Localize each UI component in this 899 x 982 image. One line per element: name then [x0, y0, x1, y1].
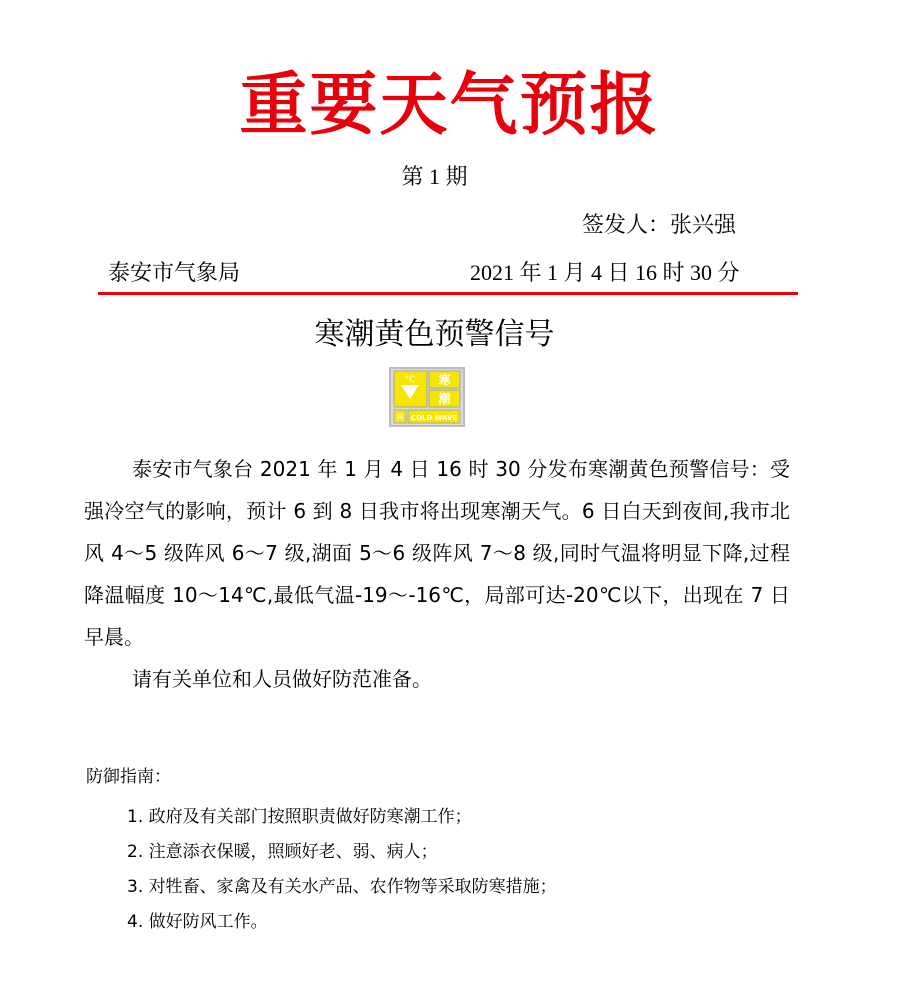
defense-guide-heading: 防御指南： — [86, 767, 171, 787]
issue-datetime: 2021 年 1 月 4 日 16 时 30 分 — [470, 260, 740, 285]
cold-wave-yellow-signal-icon — [389, 367, 465, 427]
signal-char-3: 黄 — [396, 413, 404, 422]
signer: 签发人：张兴强 — [582, 212, 737, 237]
issue-number: 第 1 期 — [401, 164, 468, 189]
signal-unit: °C — [404, 375, 416, 385]
signal-char-1: 寒 — [438, 373, 451, 387]
defense-guide-list — [127, 800, 557, 940]
list-item: 2. 注意添衣保暖，照顾好老、弱、病人； — [127, 842, 438, 862]
signal-char-2: 潮 — [438, 392, 451, 406]
list-item: 1. 政府及有关部门按照职责做好防寒潮工作； — [127, 807, 472, 827]
list-item: 3. 对牲畜、家禽及有关水产品、农作物等采取防寒措施； — [127, 877, 557, 897]
signal-caption: COLD WAVE — [410, 414, 458, 422]
warning-title: 寒潮黄色预警信号 — [314, 317, 555, 352]
warning-notice: 请有关单位和人员做好防范准备。 — [132, 667, 432, 691]
bulletin-title: 重要天气预报 — [239, 65, 660, 145]
red-divider — [98, 292, 798, 295]
list-item: 4. 做好防风工作。 — [127, 912, 268, 932]
issuing-agency: 泰安市气象局 — [108, 260, 241, 285]
warning-body: 泰安市气象台 2021 年 1 月 4 日 16 时 30 分发布寒潮黄色预警信号：受强冷空气的影响，预计 6 到 8 日我市将出现寒潮天气。6 日白天到夜间,我市北风 4～5 级阵风 6～7 级,湖面 5～6 级阵风 7～8 级,同时气温将明显下降,过程降温幅度 10～14℃,最低气温-19～-16℃，局部可达-20℃以下，出现在 7 日早晨。 — [84, 457, 790, 649]
